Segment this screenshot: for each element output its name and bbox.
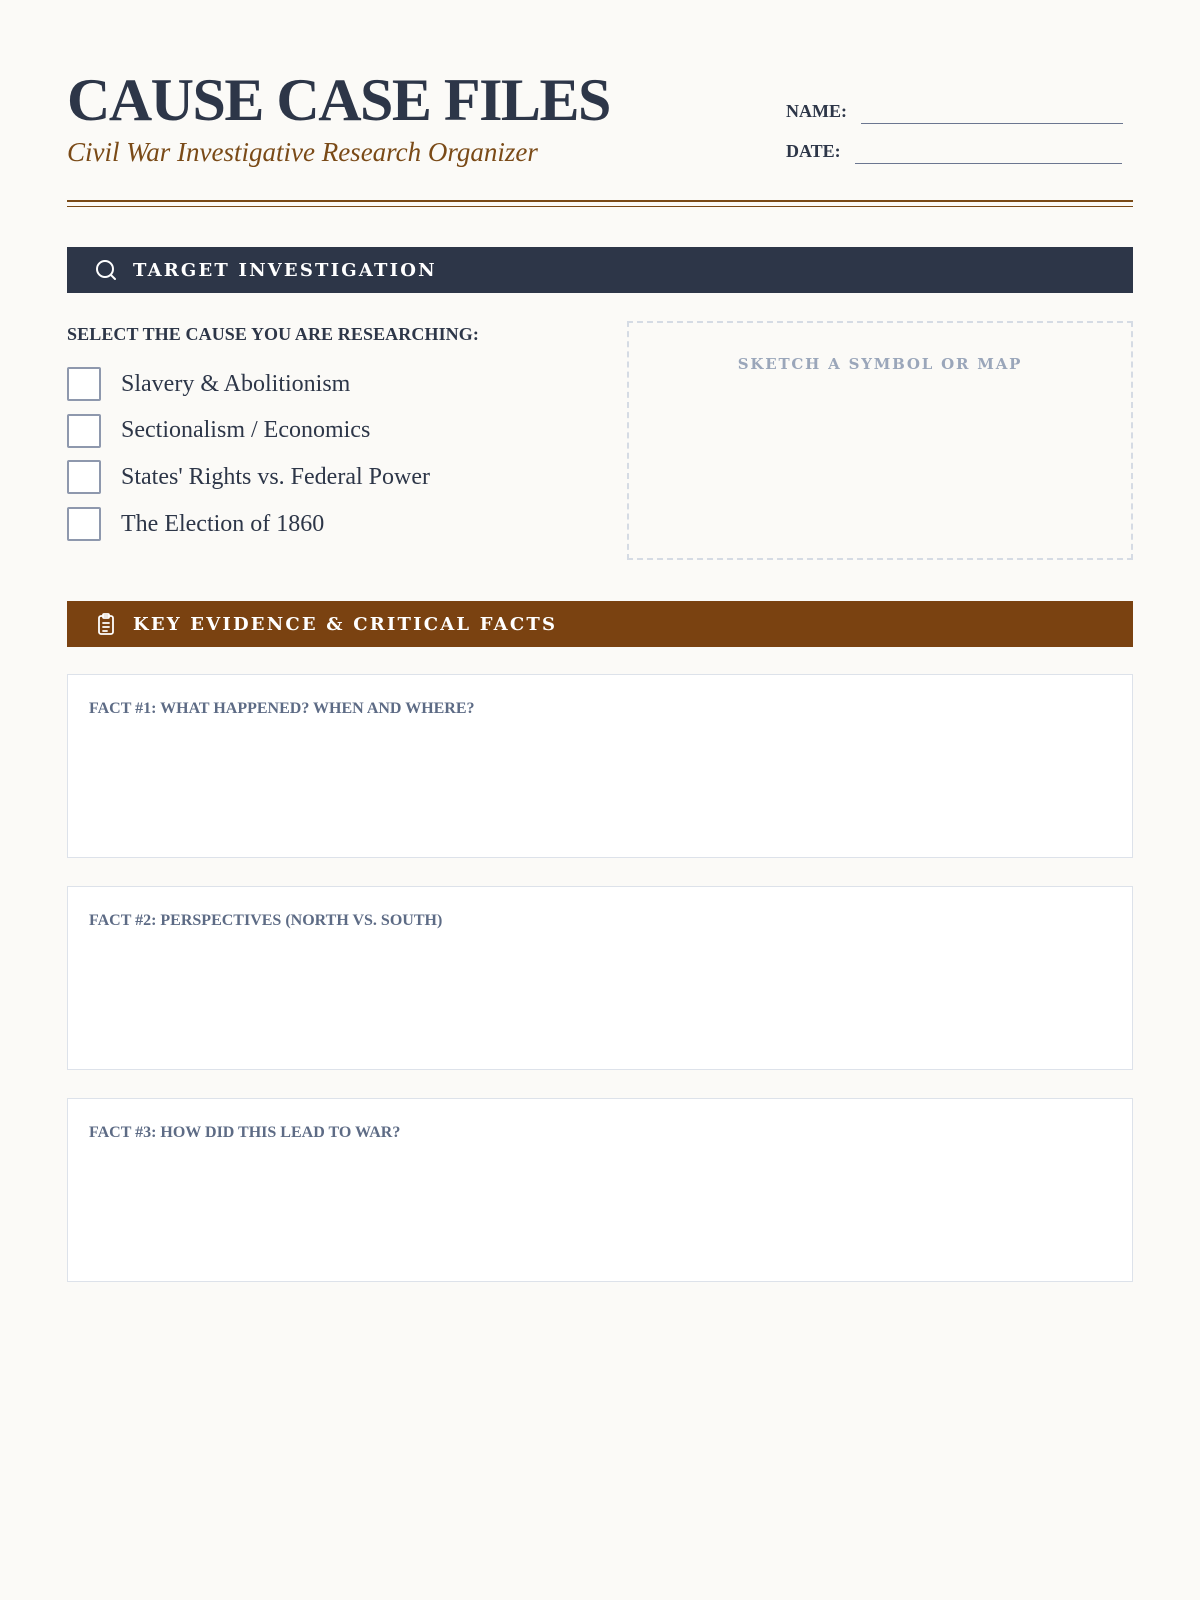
cause-option-label: Slavery & Abolitionism bbox=[121, 370, 351, 397]
page-subtitle: Civil War Investigative Research Organizer bbox=[67, 137, 538, 167]
key-evidence-banner bbox=[67, 601, 1133, 647]
cause-option-slavery[interactable] bbox=[67, 367, 587, 401]
date-field-row bbox=[786, 142, 1122, 160]
fact-1-box[interactable] bbox=[67, 674, 1133, 858]
checkbox[interactable] bbox=[67, 367, 101, 401]
date-field[interactable] bbox=[855, 163, 1122, 164]
cause-option-sectionalism[interactable] bbox=[67, 414, 587, 448]
cause-option-label: The Election of 1860 bbox=[121, 510, 325, 537]
cause-option-label: Sectionalism / Economics bbox=[121, 417, 371, 444]
name-label: NAME: bbox=[786, 101, 847, 121]
checkbox[interactable] bbox=[67, 414, 101, 448]
name-field-row bbox=[786, 102, 1123, 120]
cause-option-election-1860[interactable] bbox=[67, 507, 587, 541]
cause-options-list bbox=[67, 367, 587, 554]
fact-2-box[interactable] bbox=[67, 886, 1133, 1070]
search-icon bbox=[94, 258, 118, 282]
select-cause-prompt: SELECT THE CAUSE YOU ARE RESEARCHING: bbox=[67, 324, 479, 344]
key-evidence-heading: KEY EVIDENCE & CRITICAL FACTS bbox=[133, 613, 558, 635]
date-label: DATE: bbox=[786, 141, 841, 161]
sketch-area[interactable] bbox=[627, 321, 1133, 560]
fact-1-label: FACT #1: WHAT HAPPENED? WHEN AND WHERE? bbox=[89, 700, 475, 717]
worksheet-header bbox=[67, 60, 1133, 210]
checkbox[interactable] bbox=[67, 507, 101, 541]
checkbox[interactable] bbox=[67, 460, 101, 494]
fact-3-box[interactable] bbox=[67, 1098, 1133, 1282]
cause-option-label: States' Rights vs. Federal Power bbox=[121, 463, 430, 490]
clipboard-icon bbox=[94, 612, 118, 636]
cause-option-states-rights[interactable] bbox=[67, 460, 587, 494]
fact-2-label: FACT #2: PERSPECTIVES (NORTH VS. SOUTH) bbox=[89, 912, 443, 929]
fact-3-label: FACT #3: HOW DID THIS LEAD TO WAR? bbox=[89, 1124, 401, 1141]
header-divider bbox=[67, 200, 1133, 207]
sketch-area-label: SKETCH A SYMBOL OR MAP bbox=[737, 355, 1023, 373]
target-investigation-banner bbox=[67, 247, 1133, 293]
target-investigation-heading: TARGET INVESTIGATION bbox=[133, 259, 437, 281]
page-title: CAUSE CASE FILES bbox=[67, 67, 610, 133]
name-field[interactable] bbox=[861, 123, 1123, 124]
